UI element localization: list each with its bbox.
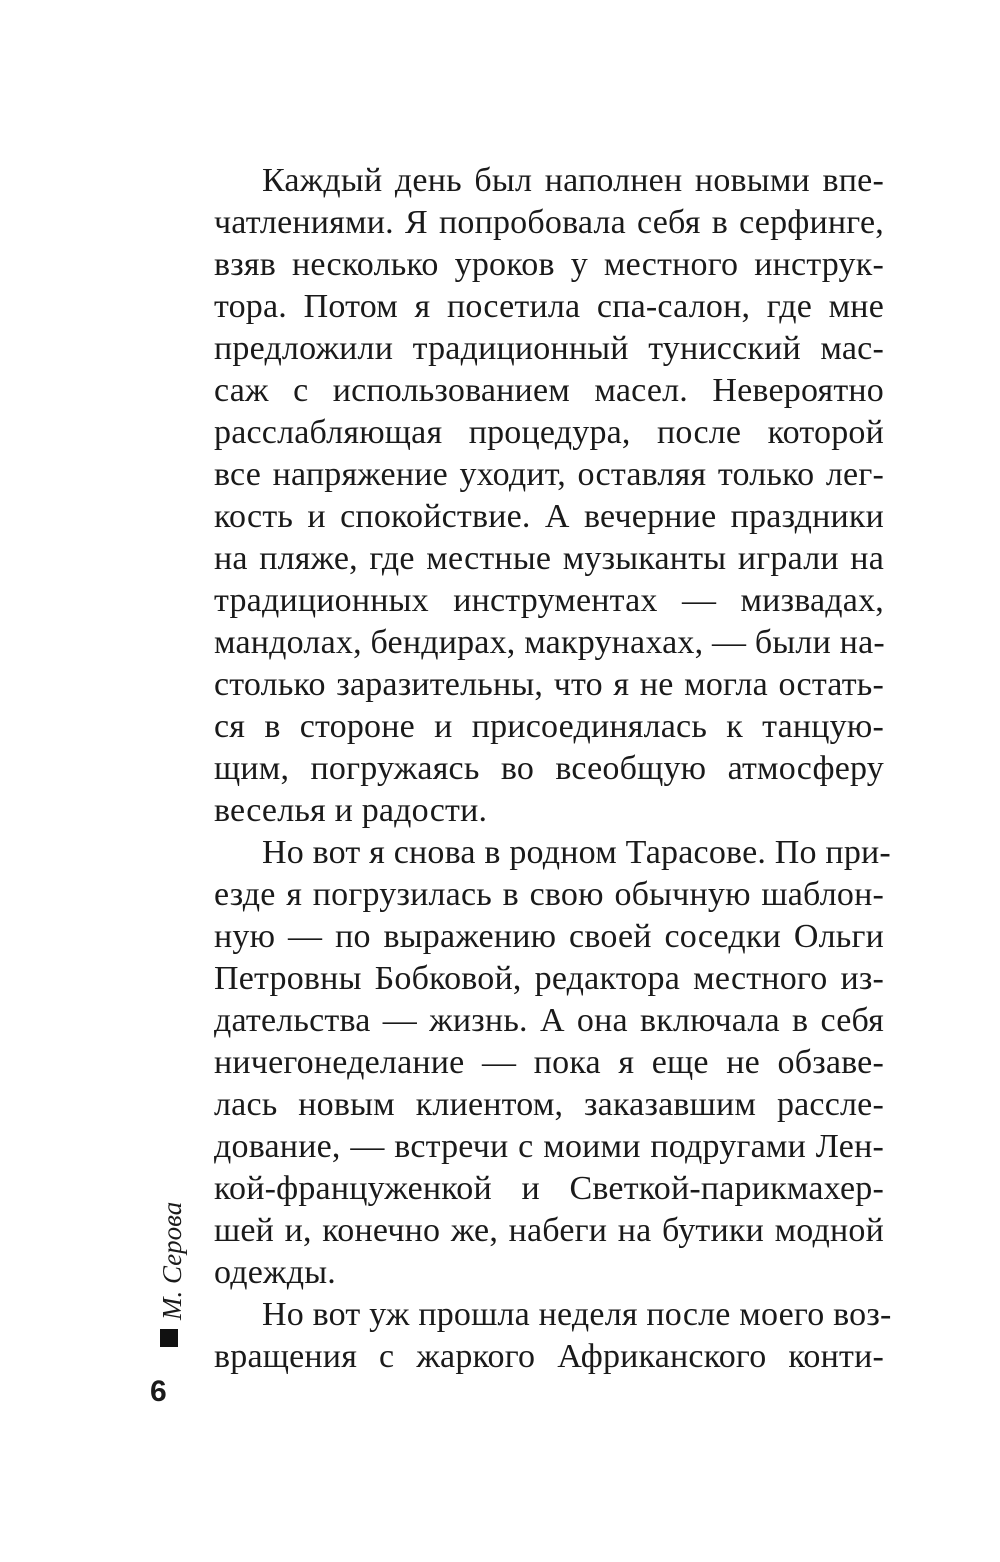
paragraph-1-line: веселья и радости.: [214, 792, 488, 829]
page-number: 6: [150, 1375, 167, 1408]
paragraph-1-line: тора. Потом я посетила спа-салон, где мне: [214, 288, 884, 325]
paragraph-1-line: предложили традиционный тунисский мас-: [214, 330, 884, 367]
paragraph-2-line: дательства — жизнь. А она включала в себя: [214, 1002, 884, 1039]
paragraph-1-line: щим, погружаясь во всеобщую атмосферу: [214, 750, 884, 787]
paragraph-1-line: саж с использованием масел. Невероятно: [214, 372, 884, 409]
paragraph-2-line: лась новым клиентом, заказавшим рассле-: [214, 1086, 884, 1123]
paragraph-1-line: столько заразительны, что я не могла остать-: [214, 666, 884, 703]
paragraph-1-line: традиционных инструментах — мизвадах,: [214, 582, 884, 619]
paragraph-3-line: Но вот уж прошла неделя после моего воз-: [262, 1296, 892, 1333]
paragraph-2-line: шей и, конечно же, набеги на бутики модной: [214, 1212, 884, 1249]
body-text: [214, 160, 892, 1378]
paragraph-2-line: кой-француженкой и Светкой-парикмахер-: [214, 1170, 884, 1207]
square-marker-icon: [160, 1329, 178, 1347]
paragraph-1-line: все напряжение уходит, оставляя только лег-: [214, 456, 884, 493]
paragraph-1-line: расслабляющая процедура, после которой: [214, 414, 884, 451]
paragraph-1-line: мандолах, бендирах, макрунахах, — были на-: [214, 624, 885, 661]
paragraph-2-line: Но вот я снова в родном Тарасове. По при-: [262, 834, 891, 871]
paragraph-1-line: ся в стороне и присоединялась к танцую-: [214, 708, 884, 745]
paragraph-1-line: Каждый день был наполнен новыми впе-: [262, 162, 884, 199]
paragraph-3-line: вращения с жаркого Африканского конти-: [214, 1338, 884, 1375]
paragraph-1-line: кость и спокойствие. А вечерние праздники: [214, 498, 884, 535]
paragraph-1-line: на пляже, где местные музыканты играли на: [214, 540, 884, 577]
paragraph-2-line: одежды.: [214, 1254, 336, 1291]
paragraph-2-line: езде я погрузилась в свою обычную шаблон-: [214, 876, 884, 913]
running-head: [152, 1180, 192, 1400]
paragraph-2-line: ную — по выражению своей соседки Ольги: [214, 918, 884, 955]
paragraph-2-line: Петровны Бобковой, редактора местного из-: [214, 960, 884, 997]
paragraph-1-line: взяв несколько уроков у местного инструк-: [214, 246, 884, 283]
paragraph-1-line: чатлениями. Я попробовала себя в серфинге,: [214, 204, 884, 241]
author-name: М. Серова: [157, 1201, 187, 1320]
paragraph-2-line: ничегонеделание — пока я еще не обзаве-: [214, 1044, 884, 1081]
paragraph-2-line: дование, — встречи с моими подругами Лен-: [214, 1128, 884, 1165]
